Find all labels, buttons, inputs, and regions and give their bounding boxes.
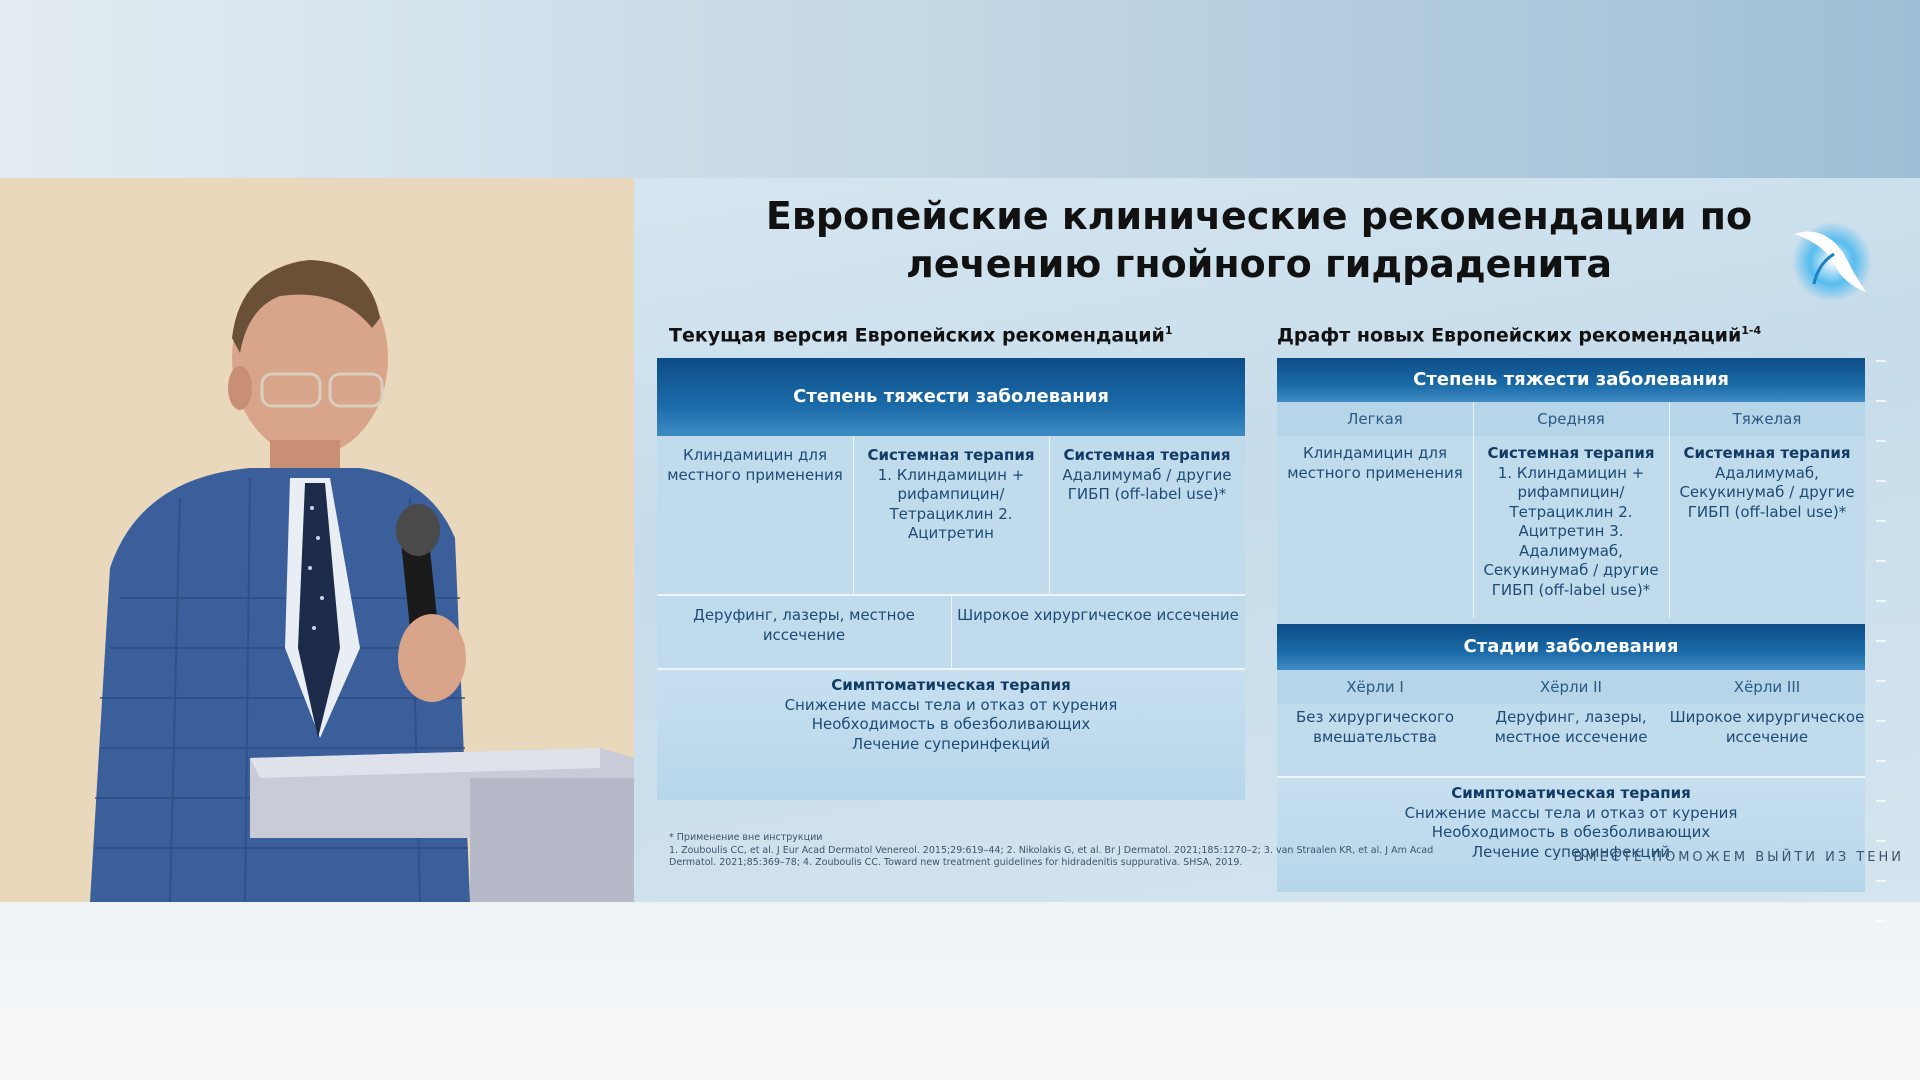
right-symptomatic-block: Симптоматическая терапия Снижение массы тела и отказ от курения Необходимость в обезболивающих Лечение суперинфекций — [1277, 778, 1865, 892]
stage-3-treatment: Широкое хирургическое иссечение — [1669, 708, 1865, 746]
left-cell-surgery-wide: Широкое хирургическое иссечение — [957, 606, 1239, 624]
slide-title: Европейские клинические рекомендации по лечению гнойного гидраденита — [765, 194, 1753, 286]
left-symptomatic-block: Симптоматическая терапия Снижение массы тела и отказ от курения Необходимость в обезболивающих Лечение суперинфекций — [657, 670, 1245, 800]
stage-hurley-2-label: Хёрли II — [1473, 670, 1669, 704]
left-column-heading: Текущая версия Европейских рекомендаций$^1$ — [669, 324, 1173, 347]
slogan-tagline: ВМЕСТЕ ПОМОЖЕМ ВЫЙТИ ИЗ ТЕНИ — [1573, 850, 1904, 865]
left-cell-surgery-local: Деруфинг, лазеры, местное иссечение — [693, 606, 915, 644]
footnote-line: * Применение вне инструкции — [669, 832, 823, 843]
divider — [853, 436, 854, 594]
stage-2-treatment: Деруфинг, лазеры, местное иссечение — [1494, 708, 1648, 746]
divider — [1049, 436, 1050, 594]
footnote-line: 1. Zouboulis CC, et al. J Eur Acad Dermatol Venereol. 2015;29:619–44; 2. Nikolakis G, et al. Br J Dermatol. 2021;185:1270–2; 3. van Straalen KR, et al. J Am Acad — [669, 844, 1434, 856]
references-footnote — [669, 832, 1489, 870]
speaker-illustration — [0, 178, 634, 902]
stage-hurley-3-label: Хёрли III — [1669, 670, 1865, 704]
speaker-video — [0, 178, 634, 902]
severity-moderate-label: Средняя — [1473, 402, 1669, 436]
presentation-slide — [634, 178, 1920, 902]
right-stages-header: Стадии заболевания — [1277, 624, 1865, 670]
stage-hurley-1-label: Хёрли I — [1277, 670, 1473, 704]
bottom-background-band — [0, 902, 1920, 1080]
left-cell-moderate: Системная терапия 1. Клиндамицин + рифампицин/ Тетрациклин 2. Ацитретин — [867, 446, 1035, 542]
right-severity-header: Степень тяжести заболевания — [1277, 358, 1865, 402]
right-cell-moderate: Системная терапия 1. Клиндамицин + рифампицин/ Тетрациклин 2. Ацитретин 3. Адалимумаб, Секукинумаб / другие ГИБП (off-label use)* — [1483, 444, 1659, 599]
stage-1-treatment: Без хирургического вмешательства — [1295, 708, 1455, 746]
left-cell-severe: Системная терапия Адалимумаб / другие ГИБП (off-label use)* — [1062, 446, 1232, 503]
right-column-heading: Драфт новых Европейских рекомендаций$^{1-4}$ — [1277, 324, 1762, 347]
top-background-band — [0, 0, 1920, 178]
dolphin-logo-icon — [1784, 214, 1874, 304]
right-cell-mild: Клиндамицин для местного применения — [1287, 444, 1463, 482]
severity-severe-label: Тяжелая — [1669, 402, 1865, 436]
footnote-line: Dermatol. 2021;85:369–78; 4. Zouboulis CC. Toward new treatment guidelines for hidradenitis suppurativa. SHSA, 2019. — [669, 857, 1243, 868]
divider — [951, 596, 952, 668]
divider — [1669, 402, 1670, 618]
left-severity-header: Степень тяжести заболевания — [657, 358, 1245, 436]
edge-tick-marks — [1876, 360, 1888, 1000]
severity-mild-label: Легкая — [1277, 402, 1473, 436]
left-cell-mild: Клиндамицин для местного применения — [667, 446, 843, 484]
divider — [1473, 402, 1474, 618]
right-cell-severe: Системная терапия Адалимумаб, Секукинумаб / другие ГИБП (off-label use)* — [1679, 444, 1855, 521]
